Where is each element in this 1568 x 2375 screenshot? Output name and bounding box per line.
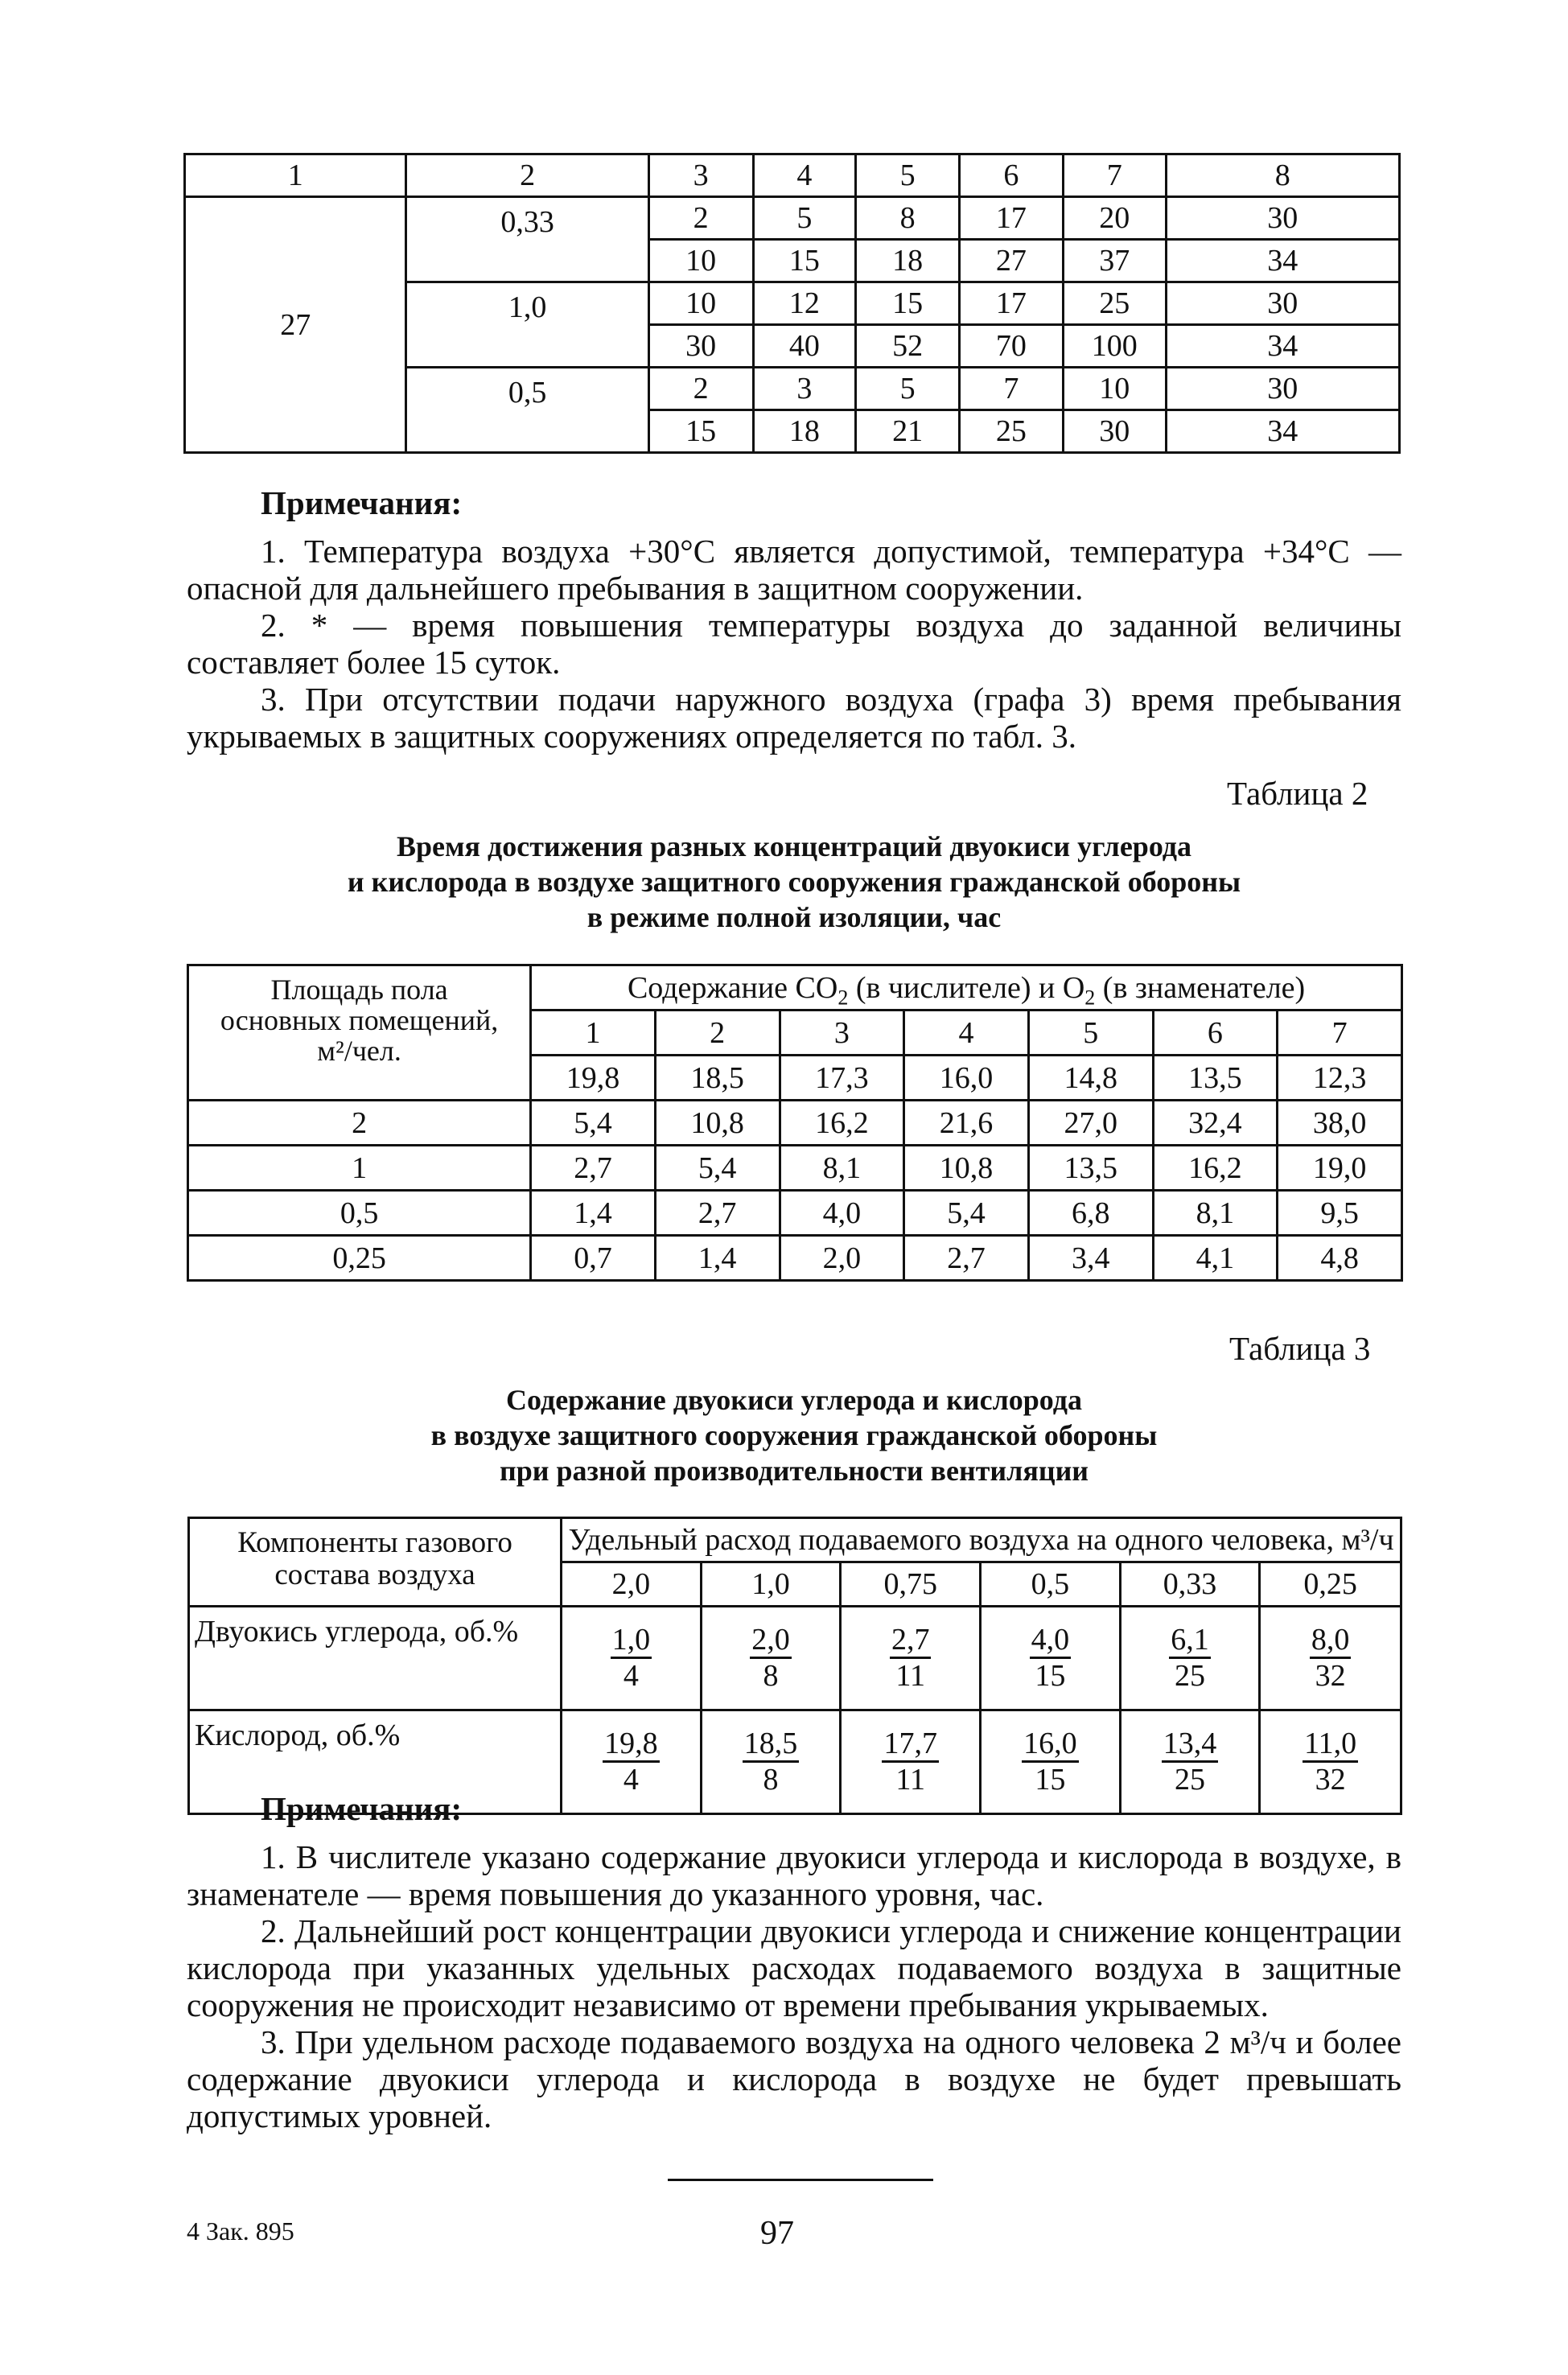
table-cell: 2,7	[904, 1236, 1029, 1281]
corner-line: основных помещений,	[220, 1004, 499, 1036]
table-cell: 13,5	[1153, 1056, 1278, 1101]
table-cell: 30	[1166, 282, 1399, 325]
table-cell: 17	[960, 282, 1064, 325]
table-cell: 100	[1063, 325, 1166, 368]
notes-title: Примечания:	[261, 1790, 463, 1827]
table-2-corner-header	[188, 965, 531, 1101]
table-cell: 0,5	[981, 1562, 1121, 1607]
table-cell: 4,8	[1278, 1236, 1402, 1281]
note-item: 1. В числителе указано содержание двуокиси углерода и кислорода в воздухе, в знаменателе — время повышения до указанного уровня, час.	[187, 1838, 1401, 1912]
table-cell: 2	[648, 197, 753, 240]
table-3-corner-header	[189, 1518, 562, 1607]
table-cell: 16,2	[780, 1101, 904, 1146]
notes-block-2	[187, 1790, 1401, 2134]
table-cell: Кислород, об.%	[189, 1710, 562, 1814]
table-1-header-row	[185, 154, 1400, 197]
fraction: $\frac{16,0}{15}$	[1023, 1727, 1077, 1797]
table-cell: 5	[856, 154, 960, 197]
table-cell: 2	[188, 1101, 531, 1146]
title-line: Время достижения разных концентраций двуокиси углерода	[397, 830, 1191, 862]
table-cell: 30	[1063, 410, 1166, 453]
table-cell: 0,5	[188, 1191, 531, 1236]
table-cell: 4	[904, 1011, 1029, 1056]
note-item: 3. При удельном расходе подаваемого воздуха на одного человека 2 м³/ч и более содержание двуокиси углерода и кислорода в воздухе не будет превышать допустимых уровней.	[187, 2023, 1401, 2134]
table-cell	[701, 1607, 841, 1710]
table-cell: 27	[185, 197, 406, 453]
table-cell: 1,0	[701, 1562, 841, 1607]
note-item: 2. * — время повышения температуры воздуха до заданной величины составляет более 15 суток.	[187, 607, 1401, 681]
table-row	[188, 1191, 1402, 1236]
table-cell: 3,4	[1028, 1236, 1153, 1281]
table-cell	[981, 1607, 1121, 1710]
table-cell: 0,7	[531, 1236, 656, 1281]
table-cell: 12,3	[1278, 1056, 1402, 1101]
table-cell: 16,0	[904, 1056, 1029, 1101]
note-item: 3. При отсутствии подачи наружного воздуха (графа 3) время пребывания укрываемых в защитных сооружениях определяется по табл. 3.	[187, 681, 1401, 755]
table-cell: 8,1	[780, 1146, 904, 1191]
table-row	[188, 1101, 1402, 1146]
table-cell: 30	[1166, 368, 1399, 410]
title-line: в воздухе защитного сооружения гражданской обороны	[430, 1419, 1158, 1451]
table-cell: 5	[753, 197, 856, 240]
table-cell: 25	[1063, 282, 1166, 325]
table-cell: 10,8	[655, 1101, 780, 1146]
table-cell: 15	[753, 240, 856, 282]
table-cell: 3	[753, 368, 856, 410]
table-cell: 21	[856, 410, 960, 453]
table-cell: 7	[1063, 154, 1166, 197]
table-cell: 34	[1166, 240, 1399, 282]
table-cell: 6,8	[1028, 1191, 1153, 1236]
table-cell: 70	[960, 325, 1064, 368]
table-cell: 4,0	[780, 1191, 904, 1236]
fraction: $\frac{18,5}{8}$	[743, 1727, 798, 1797]
table-cell: 10	[648, 240, 753, 282]
table-cell: 19,0	[1278, 1146, 1402, 1191]
table-cell: 1,4	[531, 1191, 656, 1236]
table-cell: 17	[960, 197, 1064, 240]
notes-block-1	[187, 484, 1401, 755]
table-cell: 1,4	[655, 1236, 780, 1281]
table-cell: 0,33	[1120, 1562, 1260, 1607]
table-cell: 1	[185, 154, 406, 197]
table-cell: 34	[1166, 325, 1399, 368]
table-cell: 6	[960, 154, 1064, 197]
table-cell: 14,8	[1028, 1056, 1153, 1101]
title-line: при разной производительности вентиляции	[499, 1455, 1089, 1487]
table-cell: 3	[648, 154, 753, 197]
table-cell: 1,0	[406, 282, 648, 368]
table-cell: 40	[753, 325, 856, 368]
table-cell: 0,25	[1260, 1562, 1401, 1607]
table-3-label: Таблица 3	[1229, 1330, 1371, 1367]
table-cell: 7	[960, 368, 1064, 410]
table-2-title	[187, 829, 1401, 935]
table-cell: 34	[1166, 410, 1399, 453]
table-cell: 5,4	[655, 1146, 780, 1191]
table-2-header-row	[188, 965, 1402, 1011]
table-cell: 38,0	[1278, 1101, 1402, 1146]
table-cell: 6	[1153, 1011, 1278, 1056]
table-3-title	[187, 1382, 1401, 1488]
table-cell	[1120, 1607, 1260, 1710]
fraction: $\frac{13,4}{25}$	[1163, 1727, 1217, 1797]
table-cell: 5	[1028, 1011, 1153, 1056]
table-cell: 10	[648, 282, 753, 325]
fraction: $\frac{8,0}{32}$	[1311, 1623, 1350, 1693]
table-cell: 37	[1063, 240, 1166, 282]
table-2	[187, 964, 1403, 1282]
title-line: в режиме полной изоляции, час	[586, 901, 1002, 933]
fraction: $\frac{17,7}{11}$	[883, 1727, 937, 1797]
table-3	[187, 1517, 1402, 1815]
table-cell: Двуокись углерода, об.%	[189, 1607, 562, 1710]
table-cell: 4	[753, 154, 856, 197]
corner-line: м²/чел.	[317, 1035, 401, 1067]
title-line: Содержание двуокиси углерода и кислорода	[506, 1384, 1082, 1416]
table-cell: 0,75	[841, 1562, 981, 1607]
table-cell: 2,0	[562, 1562, 702, 1607]
table-row	[185, 197, 1400, 240]
table-cell: 8,1	[1153, 1191, 1278, 1236]
table-cell: 15	[856, 282, 960, 325]
fraction: $\frac{1,0}{4}$	[611, 1623, 651, 1693]
fraction: $\frac{2,7}{11}$	[891, 1623, 930, 1693]
table-cell: 3	[780, 1011, 904, 1056]
corner-line: состава воздуха	[274, 1558, 475, 1591]
table-2-label: Таблица 2	[1227, 775, 1368, 812]
table-cell: 2	[655, 1011, 780, 1056]
table-row	[189, 1607, 1401, 1710]
fraction: $\frac{11,0}{32}$	[1304, 1727, 1357, 1797]
table-cell: 2,0	[780, 1236, 904, 1281]
table-cell: 0,5	[406, 368, 648, 453]
table-cell: 1	[531, 1011, 656, 1056]
table-cell: 30	[648, 325, 753, 368]
footer-divider	[668, 2179, 933, 2181]
table-cell: 21,6	[904, 1101, 1029, 1146]
table-cell: 9,5	[1278, 1191, 1402, 1236]
notes-title: Примечания:	[261, 484, 463, 521]
table-cell: 5,4	[904, 1191, 1029, 1236]
table-cell: 18	[753, 410, 856, 453]
table-cell: 18	[856, 240, 960, 282]
table-cell: 17,3	[780, 1056, 904, 1101]
table-cell: 19,8	[531, 1056, 656, 1101]
table-cell: 2	[648, 368, 753, 410]
table-2-span-header: Содержание $CO_2$ (в числителе) и $O_2$ (в знаменателе)	[531, 965, 1402, 1011]
table-cell: 15	[648, 410, 753, 453]
table-cell: 7	[1278, 1011, 1402, 1056]
table-cell	[841, 1607, 981, 1710]
note-item: 2. Дальнейший рост концентрации двуокиси углерода и снижение концентрации кислорода при указанных удельных расходах подаваемого воздуха в защитные сооружения не происходит независимо от времени пребывания укрываемых.	[187, 1912, 1401, 2023]
table-cell: 18,5	[655, 1056, 780, 1101]
table-cell: 2	[406, 154, 648, 197]
table-cell: 5,4	[531, 1101, 656, 1146]
table-cell: 0,33	[406, 197, 648, 282]
note-item: 1. Температура воздуха +30°С является допустимой, температура +34°С — опасной для дальнейшего пребывания в защитном сооружении.	[187, 533, 1401, 607]
table-cell: 5	[856, 368, 960, 410]
table-cell: 10,8	[904, 1146, 1029, 1191]
page-number: 97	[760, 2215, 794, 2252]
table-cell: 20	[1063, 197, 1166, 240]
fraction: $\frac{19,8}{4}$	[604, 1727, 658, 1797]
table-cell: 12	[753, 282, 856, 325]
table-cell: 13,5	[1028, 1146, 1153, 1191]
table-cell: 2,7	[531, 1146, 656, 1191]
table-row	[188, 1146, 1402, 1191]
table-cell: 27	[960, 240, 1064, 282]
table-cell: 32,4	[1153, 1101, 1278, 1146]
table-3-header-row	[189, 1518, 1401, 1562]
fraction: $\frac{4,0}{15}$	[1031, 1623, 1070, 1693]
table-cell: 8	[1166, 154, 1399, 197]
title-line: и кислорода в воздухе защитного сооружения гражданской обороны	[347, 866, 1241, 898]
table-row	[188, 1236, 1402, 1281]
table-cell: 0,25	[188, 1236, 531, 1281]
table-cell: 8	[856, 197, 960, 240]
table-cell	[1260, 1607, 1401, 1710]
corner-line: Компоненты газового	[237, 1526, 512, 1559]
table-cell: 52	[856, 325, 960, 368]
table-cell	[562, 1607, 702, 1710]
table-cell: 30	[1166, 197, 1399, 240]
order-number: 4 Зак. 895	[187, 2217, 294, 2245]
table-cell: 25	[960, 410, 1064, 453]
fraction: $\frac{2,0}{8}$	[751, 1623, 790, 1693]
table-cell: 2,7	[655, 1191, 780, 1236]
table-cell: 27,0	[1028, 1101, 1153, 1146]
table-cell: 16,2	[1153, 1146, 1278, 1191]
table-cell: 4,1	[1153, 1236, 1278, 1281]
corner-line: Площадь пола	[270, 973, 448, 1006]
table-cell: 1	[188, 1146, 531, 1191]
fraction: $\frac{6,1}{25}$	[1171, 1623, 1209, 1693]
table-3-span-header: Удельный расход подаваемого воздуха на одного человека, м³/ч	[562, 1518, 1401, 1562]
table-cell: 10	[1063, 368, 1166, 410]
table-1	[183, 153, 1401, 454]
